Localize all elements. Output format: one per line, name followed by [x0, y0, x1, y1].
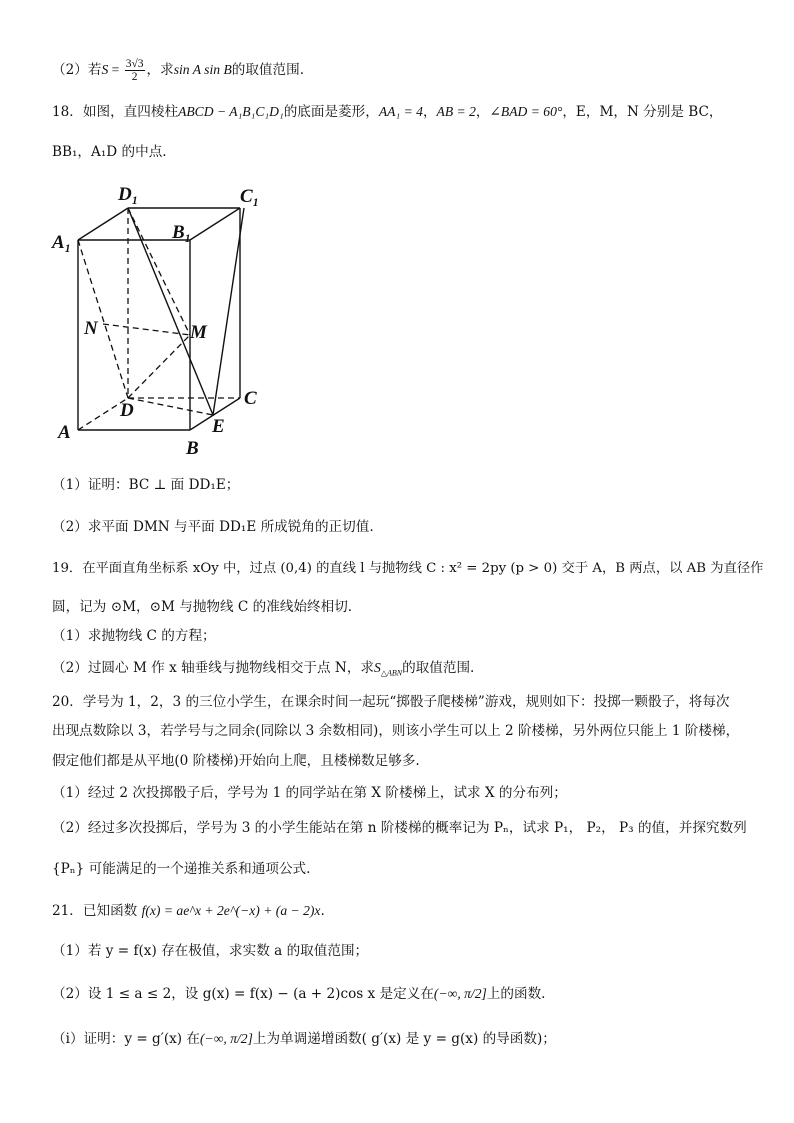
- q19-part2-a: （2）过圆心 M 作 x 轴垂线与抛物线相交于点 N，求: [52, 660, 375, 676]
- q17-frac-num: 3√3: [125, 58, 144, 70]
- q18-sep2: ，: [475, 104, 490, 120]
- q18-part1: [52, 476, 239, 494]
- q18-base: 的底面是菱形，: [283, 104, 379, 120]
- q19-area-symbol: S: [374, 660, 381, 675]
- q20-line3-text: 假定他们都是从平地(0 阶楼梯)开始向上爬，且楼梯数足够多.: [52, 753, 420, 769]
- q18-part2: [52, 518, 374, 536]
- q21-function: f(x) = ae^x + 2e^(−x) + (a − 2)x: [141, 903, 321, 918]
- q18-sep1: ，: [422, 104, 437, 120]
- edge-DE: [128, 398, 213, 415]
- q21-sub-i-a: （ⅰ）证明：y = g′(x) 在: [52, 1031, 201, 1047]
- q21-part1: [52, 942, 368, 960]
- q20-line1-text: 20．学号为 1，2，3 的三位小学生，在课余时间一起玩“掷骰子爬楼梯”游戏，规则如下：投掷一颗骰子，将每次: [52, 694, 730, 710]
- q18-part2-text: （2）求平面 DMN 与平面 DD₁E 所成锐角的正切值.: [52, 519, 374, 535]
- q17-S: S: [101, 62, 109, 77]
- q18-line2: [52, 143, 167, 161]
- q17-expr: sin A sin B: [173, 62, 232, 77]
- q21-part2: [52, 985, 546, 1003]
- q19-part1-text: （1）求抛物线 C 的方程；: [52, 628, 216, 644]
- q20-line2-text: 出现点数除以 3，若学号与之同余(同除以 3 余数相同)，则该小学生可以上 2 阶楼梯，另外两位只能上 1 阶楼梯，: [52, 723, 740, 739]
- q20-part2-line2: [52, 860, 310, 878]
- q21-sub-i-b: 上为单调递增函数( g′(x) 是 y = g(x) 的导函数)；: [252, 1031, 556, 1047]
- q20-line3: [52, 752, 420, 770]
- q20-part2-line1: [52, 819, 747, 837]
- label-D: D: [120, 400, 134, 421]
- q21-part2-interval: (−∞, π/2]: [433, 986, 487, 1001]
- q17-rest-a: ，求: [146, 62, 174, 78]
- q20-part2-line1-text: （2）经过多次投掷后，学号为 3 的小学生能站在第 n 阶楼梯的概率记为 Pₙ，试求 P₁， P₂， P₃ 的值，并探究数列: [52, 820, 747, 836]
- q21-sub-i-interval: (−∞, π/2]: [200, 1031, 253, 1046]
- q20-part1-text: （1）经过 2 次投掷骰子后，学号为 1 的同学站在第 X 阶楼梯上，试求 X 的分布列；: [52, 785, 567, 801]
- q19-line1: [52, 560, 763, 578]
- q18-angle: ∠BAD = 60°: [489, 104, 563, 119]
- edge-A1D1: [78, 208, 128, 240]
- edge-D1E: [128, 208, 213, 415]
- q21-sub-i: [52, 1030, 556, 1048]
- label-E: E: [212, 416, 225, 437]
- q18-midpoints: ，E，M，N 分别是 BC，: [562, 104, 723, 120]
- q17-frac-den: 2: [131, 71, 138, 83]
- q21-intro: 21．已知函数: [52, 903, 142, 919]
- q19-part2-b: 的取值范围.: [402, 660, 475, 676]
- q20-part1: [52, 784, 567, 802]
- label-B1: B₁: [172, 222, 192, 243]
- q20-line1: [52, 693, 730, 711]
- q18-intro: 18．如图，直四棱柱: [52, 104, 179, 120]
- q21-part2-a: （2）设 1 ≤ a ≤ 2，设 g(x) = f(x) − (a + 2)cos x 是定义在: [52, 986, 434, 1002]
- label-C1: C₁: [240, 186, 260, 207]
- prism-figure: [48, 178, 278, 460]
- edge-DM: [128, 335, 190, 398]
- q20-part2-line2-text: {Pₙ} 可能满足的一个递推关系和通项公式.: [52, 861, 311, 877]
- label-C: C: [244, 388, 257, 409]
- q18-line1: [52, 103, 723, 121]
- q17-rest-b: 的取值范围.: [231, 62, 305, 78]
- q21-line1: [52, 902, 325, 920]
- q19-line2-text: 圆，记为 ⊙M，⊙M 与抛物线 C 的准线始终相切.: [52, 599, 353, 615]
- q17-eq: =: [108, 62, 123, 77]
- q19-line2: [52, 598, 352, 616]
- label-A1: A₁: [52, 232, 72, 253]
- q18-prism: ABCD − A₁B₁C₁D₁: [178, 104, 284, 119]
- label-M: M: [190, 322, 207, 343]
- q21-part1-text: （1）若 y = f(x) 存在极值，求实数 a 的取值范围；: [52, 943, 369, 959]
- q18-part1-text: （1）证明：BC ⊥ 面 DD₁E；: [52, 477, 240, 493]
- label-B: B: [186, 438, 199, 459]
- label-D1: D₁: [118, 184, 139, 205]
- edge-B1C1: [190, 208, 240, 240]
- q17-prefix: （2）若: [52, 62, 102, 78]
- label-A: A: [58, 422, 71, 443]
- q18-aa1: AA₁ = 4: [378, 104, 423, 119]
- q21-part2-b: 上的函数.: [486, 986, 546, 1002]
- q18-line2-text: BB₁，A₁D 的中点.: [52, 144, 167, 160]
- q20-line2: [52, 722, 739, 740]
- q17-fraction: [125, 58, 145, 83]
- q19-part2: [52, 659, 474, 683]
- q21-period: .: [320, 903, 325, 919]
- label-N: N: [84, 318, 98, 339]
- q18-ab: AB = 2: [436, 104, 476, 119]
- q17-part2: [52, 58, 304, 83]
- q19-line1-text: 19．在平面直角坐标系 xOy 中，过点 (0,4) 的直线 l 与抛物线 C : x² = 2py (p > 0) 交于 A，B 两点，以 AB 为直径作: [52, 561, 764, 576]
- q19-part1: [52, 627, 216, 645]
- q19-area-subscript: △ABN: [380, 668, 403, 678]
